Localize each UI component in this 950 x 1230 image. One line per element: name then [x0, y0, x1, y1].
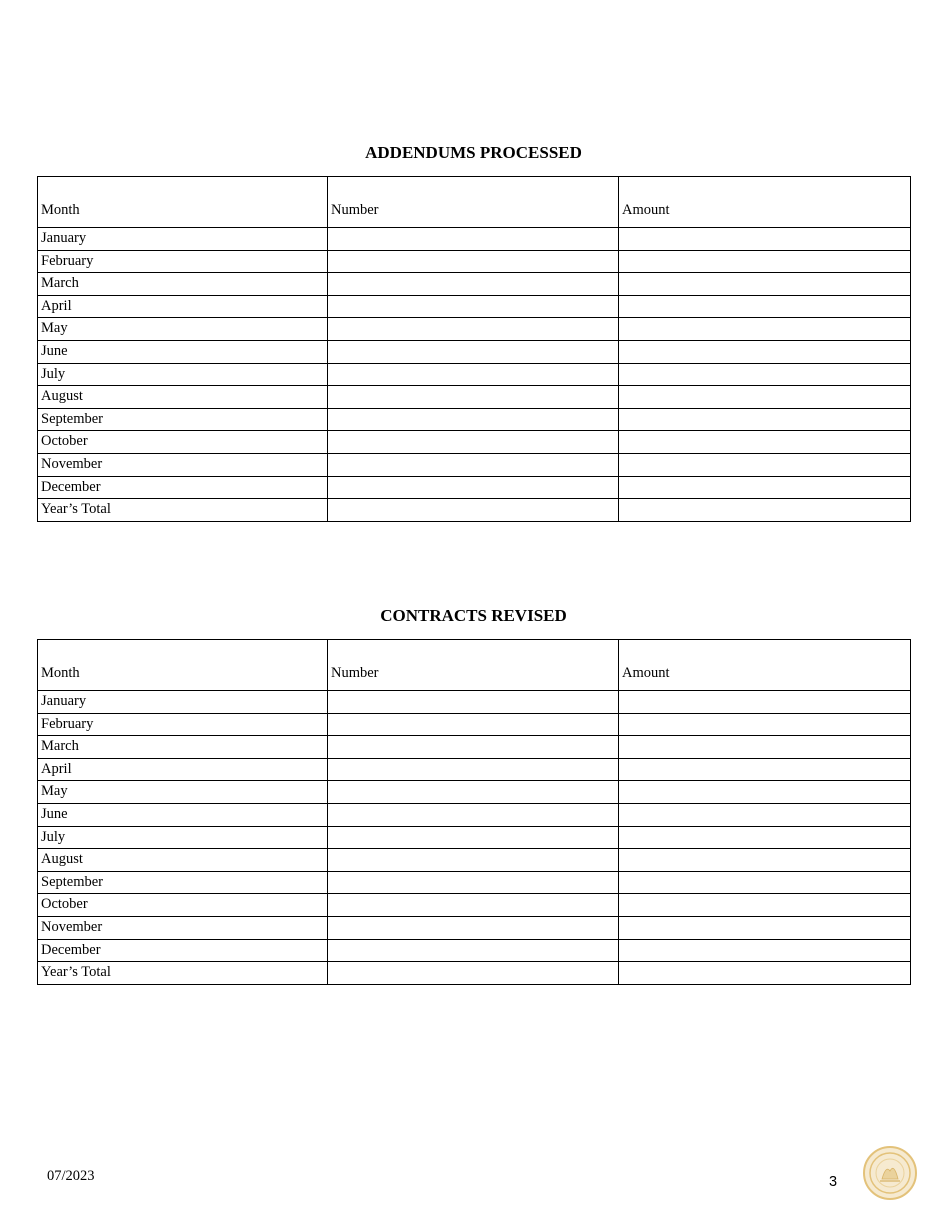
contracts-amount-cell[interactable]: [619, 803, 911, 826]
table-row: [38, 408, 911, 431]
contracts-month-cell: June: [38, 803, 328, 826]
addendums-header-number: Number: [328, 177, 619, 228]
addendums-table: [37, 176, 911, 522]
contracts-number-cell[interactable]: [328, 894, 619, 917]
contracts-number-cell[interactable]: [328, 916, 619, 939]
addendums-month-cell: March: [38, 273, 328, 296]
contracts-section: [37, 607, 910, 985]
contracts-number-cell[interactable]: [328, 803, 619, 826]
addendums-month-cell: February: [38, 250, 328, 273]
addendums-number-cell[interactable]: [328, 250, 619, 273]
table-row: [38, 499, 911, 522]
contracts-number-cell[interactable]: [328, 939, 619, 962]
contracts-header-row: [38, 640, 911, 691]
addendums-title: ADDENDUMS PROCESSED: [365, 143, 582, 162]
addendums-number-cell[interactable]: [328, 228, 619, 251]
table-row: [38, 228, 911, 251]
page-number: 3: [829, 1174, 838, 1190]
contracts-month-cell: August: [38, 849, 328, 872]
table-row: [38, 431, 911, 454]
contracts-number-cell[interactable]: [328, 758, 619, 781]
contracts-amount-cell[interactable]: [619, 781, 911, 804]
table-row: [38, 340, 911, 363]
addendums-header-amount: Amount: [619, 177, 911, 228]
contracts-amount-cell[interactable]: [619, 962, 911, 985]
addendums-month-cell: January: [38, 228, 328, 251]
contracts-amount-cell[interactable]: [619, 894, 911, 917]
contracts-month-cell: December: [38, 939, 328, 962]
addendums-month-cell: December: [38, 476, 328, 499]
contracts-number-cell[interactable]: [328, 826, 619, 849]
contracts-amount-cell[interactable]: [619, 758, 911, 781]
contracts-number-cell[interactable]: [328, 736, 619, 759]
table-row: [38, 826, 911, 849]
addendums-number-cell[interactable]: [328, 431, 619, 454]
contracts-amount-cell[interactable]: [619, 849, 911, 872]
addendums-number-cell[interactable]: [328, 453, 619, 476]
addendums-amount-cell[interactable]: [619, 408, 911, 431]
table-row: [38, 939, 911, 962]
table-row: [38, 363, 911, 386]
addendums-month-cell: November: [38, 453, 328, 476]
table-row: [38, 453, 911, 476]
table-row: [38, 849, 911, 872]
table-row: [38, 295, 911, 318]
contracts-month-cell: November: [38, 916, 328, 939]
addendums-amount-cell[interactable]: [619, 476, 911, 499]
contracts-table: [37, 639, 911, 985]
state-seal-icon: [862, 1145, 918, 1201]
table-row: [38, 758, 911, 781]
addendums-month-cell: July: [38, 363, 328, 386]
table-row: [38, 962, 911, 985]
contracts-number-cell[interactable]: [328, 713, 619, 736]
addendums-month-cell: June: [38, 340, 328, 363]
contracts-month-cell: January: [38, 691, 328, 714]
addendums-amount-cell[interactable]: [619, 228, 911, 251]
addendums-number-cell[interactable]: [328, 295, 619, 318]
table-row: [38, 916, 911, 939]
addendums-month-cell: May: [38, 318, 328, 341]
contracts-month-cell: May: [38, 781, 328, 804]
addendums-header-month: Month: [38, 177, 328, 228]
addendums-month-cell: September: [38, 408, 328, 431]
addendums-amount-cell[interactable]: [619, 386, 911, 409]
table-row: [38, 318, 911, 341]
addendums-month-cell: April: [38, 295, 328, 318]
addendums-number-cell[interactable]: [328, 273, 619, 296]
contracts-month-cell: February: [38, 713, 328, 736]
table-row: [38, 476, 911, 499]
table-row: [38, 736, 911, 759]
contracts-month-cell: October: [38, 894, 328, 917]
table-row: [38, 273, 911, 296]
contracts-amount-cell[interactable]: [619, 916, 911, 939]
addendums-month-cell: October: [38, 431, 328, 454]
addendums-month-cell: August: [38, 386, 328, 409]
addendums-number-cell[interactable]: [328, 408, 619, 431]
table-row: [38, 803, 911, 826]
contracts-amount-cell[interactable]: [619, 939, 911, 962]
contracts-header-month: Month: [38, 640, 328, 691]
contracts-title: CONTRACTS REVISED: [380, 606, 567, 625]
addendums-amount-cell[interactable]: [619, 363, 911, 386]
table-row: [38, 894, 911, 917]
contracts-number-cell[interactable]: [328, 691, 619, 714]
footer-date: 07/2023: [47, 1168, 95, 1184]
contracts-month-cell: September: [38, 871, 328, 894]
contracts-number-cell[interactable]: [328, 871, 619, 894]
addendums-amount-cell[interactable]: [619, 318, 911, 341]
addendums-amount-cell[interactable]: [619, 273, 911, 296]
contracts-month-cell: July: [38, 826, 328, 849]
contracts-header-amount: Amount: [619, 640, 911, 691]
table-row: [38, 386, 911, 409]
addendums-amount-cell[interactable]: [619, 453, 911, 476]
addendums-amount-cell[interactable]: [619, 340, 911, 363]
table-row: [38, 781, 911, 804]
table-row: [38, 713, 911, 736]
contracts-month-cell: March: [38, 736, 328, 759]
addendums-number-cell[interactable]: [328, 363, 619, 386]
addendums-amount-cell[interactable]: [619, 295, 911, 318]
contracts-month-cell: April: [38, 758, 328, 781]
contracts-amount-cell[interactable]: [619, 691, 911, 714]
addendums-number-cell[interactable]: [328, 499, 619, 522]
contracts-amount-cell[interactable]: [619, 826, 911, 849]
addendums-number-cell[interactable]: [328, 386, 619, 409]
contracts-number-cell[interactable]: [328, 781, 619, 804]
addendums-amount-cell[interactable]: [619, 499, 911, 522]
table-row: [38, 691, 911, 714]
table-row: [38, 871, 911, 894]
addendums-number-cell[interactable]: [328, 318, 619, 341]
contracts-amount-cell[interactable]: [619, 736, 911, 759]
contracts-amount-cell[interactable]: [619, 871, 911, 894]
addendums-number-cell[interactable]: [328, 476, 619, 499]
contracts-number-cell[interactable]: [328, 962, 619, 985]
addendums-header-row: [38, 177, 911, 228]
contracts-number-cell[interactable]: [328, 849, 619, 872]
addendums-section: [37, 144, 910, 522]
table-row: [38, 250, 911, 273]
contracts-month-cell: Year’s Total: [38, 962, 328, 985]
addendums-amount-cell[interactable]: [619, 431, 911, 454]
contracts-amount-cell[interactable]: [619, 713, 911, 736]
addendums-month-cell: Year’s Total: [38, 499, 328, 522]
contracts-header-number: Number: [328, 640, 619, 691]
addendums-number-cell[interactable]: [328, 340, 619, 363]
addendums-amount-cell[interactable]: [619, 250, 911, 273]
